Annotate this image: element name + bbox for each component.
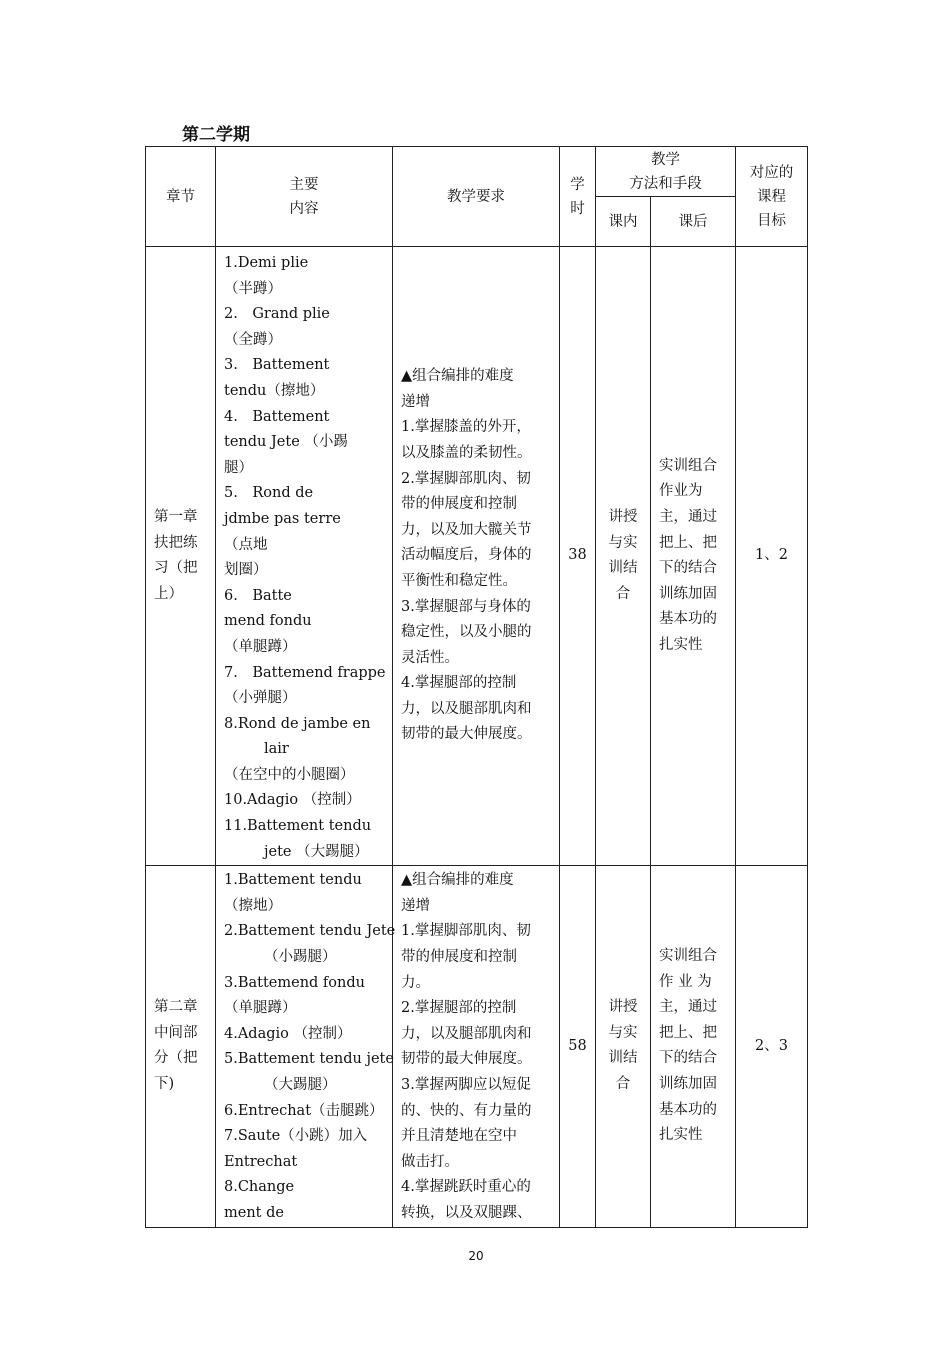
content-cell: 1.Demi plie （半蹲） 2. Grand plie （全蹲） 3. Battement tendu（擦地） 4. Battement tendu Jete （小踢 腿） 5. Rond de jdmbe pas terre （点地 划圈） 6. Batte mend fondu （单腿蹲） 7. Battemend frappe （小弹腿） 8.Rond de jambe en lair （在空中的小腿圈） 10.Adagio （控制） 11.Battement tendu jete （大踢腿） bbox=[216, 247, 393, 866]
header-in-class: 课内 bbox=[596, 197, 651, 247]
hours-cell: 58 bbox=[560, 866, 596, 1227]
header-after-class: 课后 bbox=[651, 197, 736, 247]
goals-cell: 2、3 bbox=[736, 866, 808, 1227]
table-row bbox=[146, 866, 808, 1227]
in-class-cell: 讲授 与实 训结 合 bbox=[596, 866, 651, 1227]
content-cell: 1.Battement tendu （擦地） 2.Battement tendu Jete （小踢腿） 3.Battemend fondu （单腿蹲） 4.Adagio （控制） 5.Battement tendu jete （大踢腿） 6.Entrechat（击腿跳） 7.Saute（小跳）加入 Entrechat 8.Change ment de bbox=[216, 866, 393, 1227]
header-method: 教学 方法和手段 bbox=[596, 147, 736, 197]
header-content: 主要 内容 bbox=[216, 147, 393, 247]
header-hours: 学 时 bbox=[560, 147, 596, 247]
header-chapter: 章节 bbox=[146, 147, 216, 247]
syllabus-table bbox=[145, 146, 808, 1228]
header-goals: 对应的 课程 目标 bbox=[736, 147, 808, 247]
goals-cell: 1、2 bbox=[736, 247, 808, 866]
table-row bbox=[146, 247, 808, 866]
after-class-cell: 实训组合 作 业 为 主，通过 把上、把 下的结合 训练加固 基本功的 扎实性 bbox=[651, 866, 736, 1227]
section-title: 第二学期 bbox=[182, 125, 250, 145]
chapter-cell: 第一章 扶把练 习（把 上） bbox=[146, 247, 216, 866]
after-class-cell: 实训组合 作业为 主，通过 把上、把 下的结合 训练加固 基本功的 扎实性 bbox=[651, 247, 736, 866]
in-class-cell: 讲授 与实 训结 合 bbox=[596, 247, 651, 866]
requirements-cell: ▲组合编排的难度 递增 1.掌握脚部肌肉、韧 带的伸展度和控制 力。 2.掌握腿部的控制 力，以及腿部肌肉和 韧带的最大伸展度。 3.掌握两脚应以短促 的、快的、有力量的 并且清楚地在空中 做击打。 4.掌握跳跃时重心的 转换，以及双腿踝、 bbox=[393, 866, 560, 1227]
hours-cell: 38 bbox=[560, 247, 596, 866]
header-row-1 bbox=[146, 147, 808, 197]
chapter-cell: 第二章 中间部 分（把 下) bbox=[146, 866, 216, 1227]
header-requirements: 教学要求 bbox=[393, 147, 560, 247]
requirements-cell: ▲组合编排的难度 递增 1.掌握膝盖的外开， 以及膝盖的柔韧性。 2.掌握脚部肌肉、韧 带的伸展度和控制 力，以及加大髋关节 活动幅度后，身体的 平衡性和稳定性。 3.掌握腿部与身体的 稳定性，以及小腿的 灵活性。 4.掌握腿部的控制 力，以及腿部肌肉和 韧带的最大伸展度。 bbox=[393, 247, 560, 866]
page-number: 20 bbox=[468, 1249, 484, 1263]
